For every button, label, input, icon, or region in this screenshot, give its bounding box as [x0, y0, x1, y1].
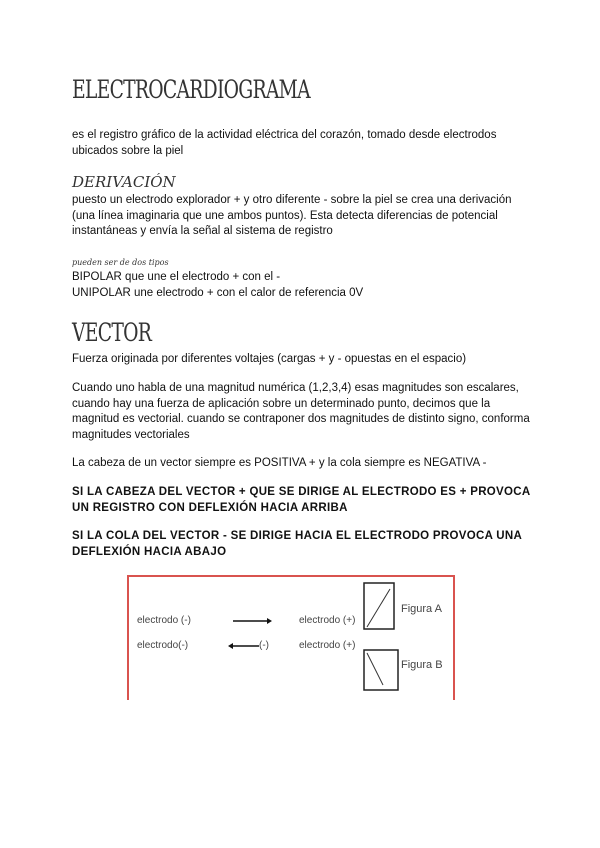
electrode-label: electrodo (+) — [299, 615, 356, 626]
electrode-label: electrodo (+) — [299, 640, 356, 651]
deflection-up-box — [364, 583, 394, 629]
unipolar-text: UNIPOLAR une electrodo + con el calor de referencia 0V — [72, 287, 364, 299]
arrow-right-icon — [233, 618, 272, 624]
bipolar-text: BIPOLAR que une el electrodo + con el - — [72, 271, 281, 283]
vector-figure — [127, 575, 455, 700]
electrode-label: electrodo(-) — [137, 640, 189, 651]
vector-p2: Cuando uno habla de una magnitud numérica (1,2,3,4) esas magnitudes son escalares, cuando hay una fuerza de aplicación sobre un determinado punto, decimos que la magnitud es vectorial. cuando se contraponer dos magnitudes de distinto signo, conforma magnitudes vectoriales — [72, 382, 530, 441]
derivacion-heading: DERIVACIÓN — [72, 173, 176, 191]
deflection-down-box — [364, 650, 398, 690]
arrow-label: (-) — [259, 640, 269, 651]
electrode-label: electrodo (-) — [137, 615, 191, 626]
derivacion-text: puesto un electrodo explorador + y otro diferente - sobre la piel se crea una derivación (una línea imaginaria que une ambos puntos). Esta detecta diferencias de potencial instantáneas y envía la señal al sistema de registro — [72, 194, 512, 237]
rule-upward: SI LA CABEZA DEL VECTOR + QUE SE DIRIGE AL ELECTRODO ES + PROVOCA UN REGISTRO CON DEFLEXIÓN HACIA ARRIBA — [72, 486, 531, 514]
intro-text: es el registro gráfico de la actividad eléctrica del corazón, tomado desde electrodos ubicados sobre la piel — [72, 129, 497, 157]
rule-downward: SI LA COLA DEL VECTOR - SE DIRIGE HACIA EL ELECTRODO PROVOCA UNA DEFLEXIÓN HACIA ABAJO — [72, 530, 522, 558]
figure-drawing — [129, 577, 457, 702]
types-note: pueden ser de dos tipos — [72, 258, 169, 267]
figure-a-label: Figura A — [401, 603, 442, 615]
figure-b-label: Figura B — [401, 659, 443, 671]
arrow-left-icon — [228, 643, 259, 649]
page-title: ELECTROCARDIOGRAMA — [72, 75, 310, 104]
vector-heading: VECTOR — [72, 318, 152, 347]
vector-p1: Fuerza originada por diferentes voltajes (cargas + y - opuestas en el espacio) — [72, 353, 467, 365]
vector-p3: La cabeza de un vector siempre es POSITIVA + y la cola siempre es NEGATIVA - — [72, 457, 487, 469]
